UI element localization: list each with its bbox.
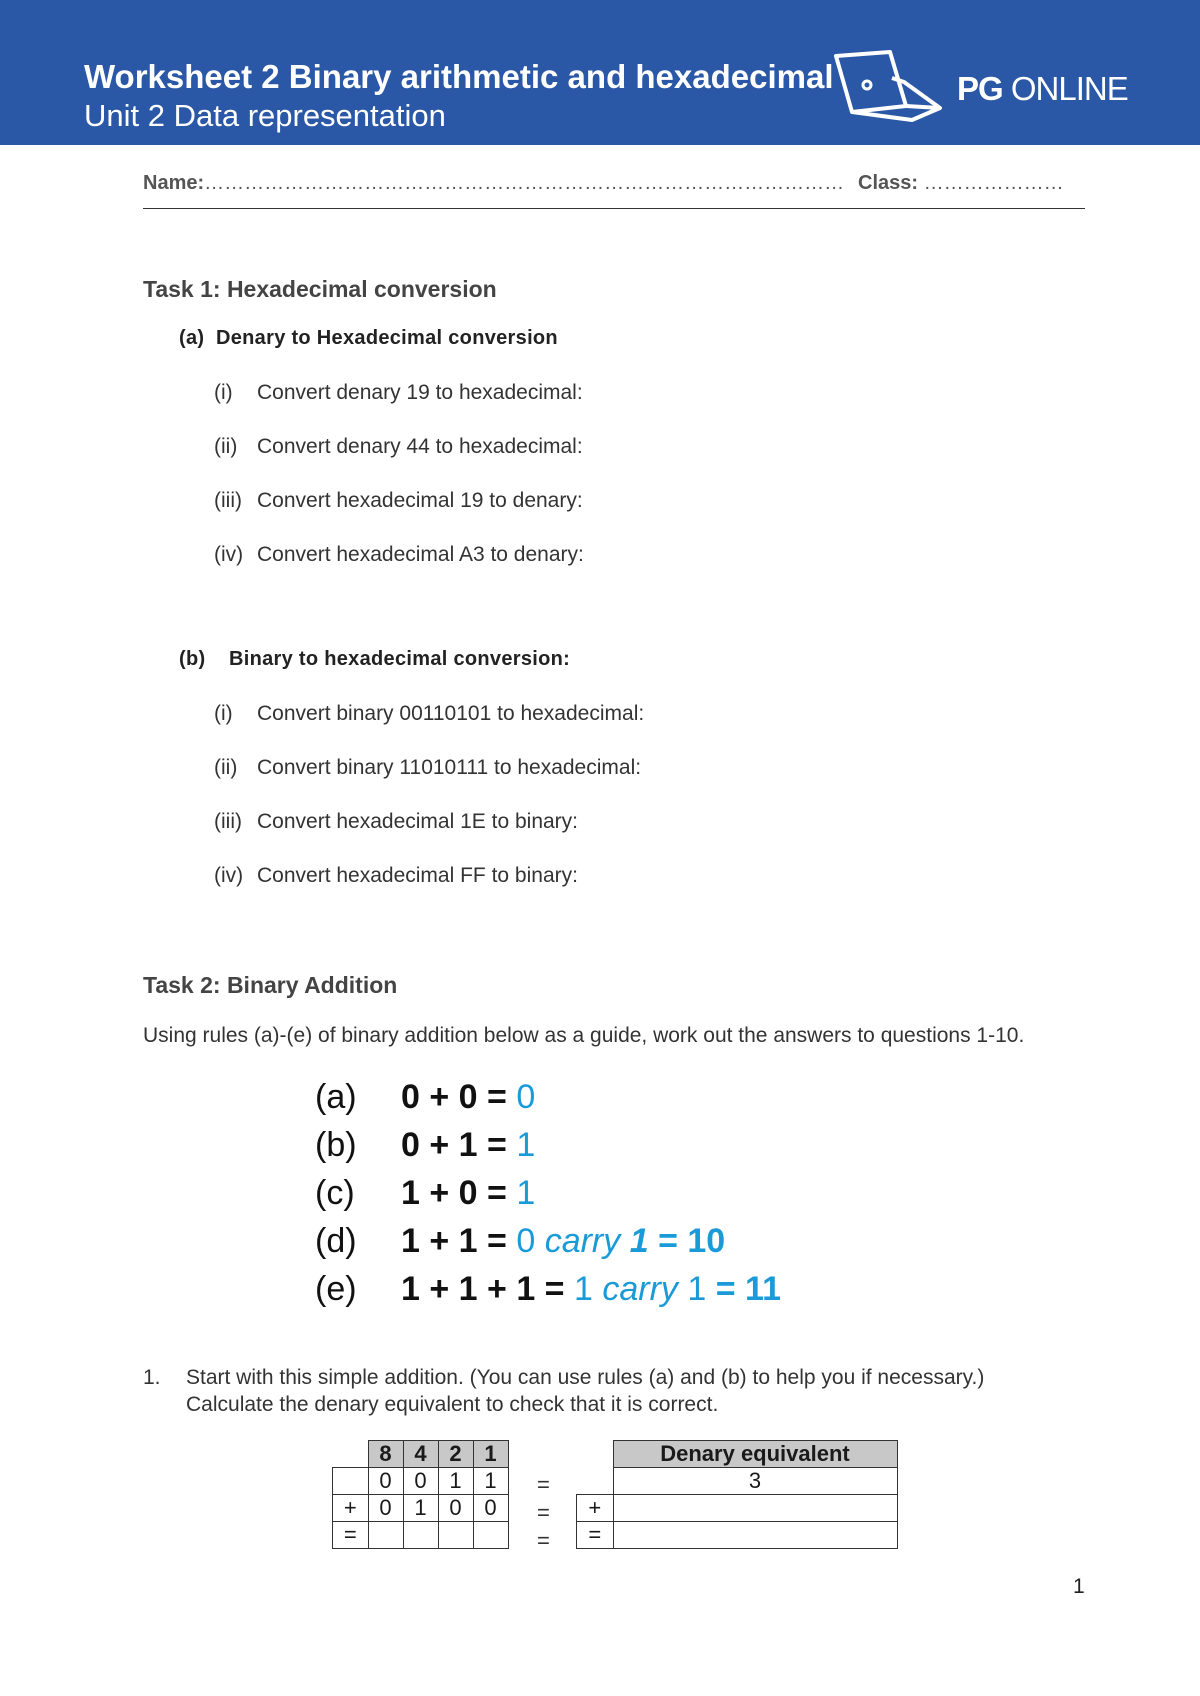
task2-heading: Task 2: Binary Addition	[143, 972, 398, 998]
question-text: Convert denary 44 to hexadecimal:	[257, 435, 583, 458]
question-number: (i)	[214, 381, 233, 404]
page-number: 1	[1073, 1575, 1085, 1598]
rule-c: (c) 1 + 0 = 1	[315, 1174, 536, 1212]
denary-answer-cell[interactable]	[613, 1495, 897, 1522]
equals-sign: =	[537, 1472, 550, 1497]
place-value-header: 1	[473, 1441, 508, 1468]
question-1-number: 1.	[143, 1366, 161, 1389]
sign-cell: =	[577, 1522, 614, 1549]
denary-value-cell: 3	[613, 1468, 897, 1495]
rule-a: (a) 0 + 0 = 0	[315, 1078, 536, 1116]
task1-heading: Task 1: Hexadecimal conversion	[143, 276, 497, 302]
equals-sign: =	[537, 1500, 550, 1525]
sign-cell	[577, 1468, 614, 1495]
question-text: Convert binary 11010111 to hexadecimal:	[257, 756, 642, 779]
bit-cell: 1	[473, 1468, 508, 1495]
header-banner	[0, 0, 1200, 145]
rule-e: (e) 1 + 1 + 1 = 1 carry 1 = 11	[315, 1270, 781, 1308]
question-number: (ii)	[214, 756, 238, 779]
task1a-heading: Denary to Hexadecimal conversion	[216, 327, 558, 349]
question-text: Convert denary 19 to hexadecimal:	[257, 381, 583, 404]
sign-cell: +	[577, 1495, 614, 1522]
answer-bit-cell[interactable]	[368, 1522, 403, 1549]
worksheet-title: Worksheet 2 Binary arithmetic and hexadecimal	[84, 58, 834, 95]
class-field[interactable]: …………………	[918, 172, 1064, 194]
bit-cell: 0	[368, 1468, 403, 1495]
brand-logo-text: PG ONLINE	[957, 70, 1128, 107]
bit-cell: 0	[368, 1495, 403, 1522]
bit-cell: 1	[438, 1468, 473, 1495]
place-value-header: 8	[368, 1441, 403, 1468]
question-number: (iii)	[214, 810, 242, 833]
question-text: Convert binary 00110101 to hexadecimal:	[257, 702, 645, 725]
question-number: (iv)	[214, 864, 244, 887]
denary-answer-cell[interactable]	[613, 1522, 897, 1549]
question-1-text-line2: Calculate the denary equivalent to check that it is correct.	[186, 1393, 719, 1416]
bit-cell: 0	[438, 1495, 473, 1522]
bit-cell: 1	[403, 1495, 438, 1522]
place-value-header: 4	[403, 1441, 438, 1468]
question-1-text: Start with this simple addition. (You can use rules (a) and (b) to help you if necessary.)	[186, 1366, 985, 1389]
equals-sign: =	[537, 1528, 550, 1553]
question-text: Convert hexadecimal 19 to denary:	[257, 489, 583, 512]
task1b-heading: Binary to hexadecimal conversion:	[229, 648, 571, 670]
question-number: (iii)	[214, 489, 242, 512]
sign-cell: +	[333, 1495, 369, 1522]
name-class-line	[143, 172, 1085, 209]
worksheet-subtitle: Unit 2 Data representation	[84, 98, 446, 133]
question-text: Convert hexadecimal 1E to binary:	[257, 810, 578, 833]
task2-intro: Using rules (a)-(e) of binary addition below as a guide, work out the answers to questions 1-10.	[143, 1024, 1025, 1047]
denary-header: Denary equivalent	[613, 1441, 897, 1468]
answer-bit-cell[interactable]	[438, 1522, 473, 1549]
question-number: (i)	[214, 702, 233, 725]
name-label: Name:	[143, 172, 205, 194]
question-text: Convert hexadecimal A3 to denary:	[257, 543, 584, 566]
task1a-label: (a)	[179, 327, 205, 349]
answer-bit-cell[interactable]	[403, 1522, 438, 1549]
sign-cell: =	[333, 1522, 369, 1549]
question-text: Convert hexadecimal FF to binary:	[257, 864, 578, 887]
question-number: (ii)	[214, 435, 238, 458]
sign-cell	[333, 1468, 369, 1495]
rule-b: (b) 0 + 1 = 1	[315, 1126, 536, 1164]
bit-cell: 0	[403, 1468, 438, 1495]
rule-d: (d) 1 + 1 = 0 carry 1 = 10	[315, 1222, 726, 1260]
bit-cell: 0	[473, 1495, 508, 1522]
name-field[interactable]: ……………………………………………………………………………………	[204, 172, 845, 194]
place-value-header: 2	[438, 1441, 473, 1468]
question-number: (iv)	[214, 543, 244, 566]
laptop-logo-icon	[830, 48, 948, 124]
denary-equivalent-grid	[576, 1440, 898, 1549]
binary-addition-grid	[332, 1440, 509, 1549]
answer-bit-cell[interactable]	[473, 1522, 508, 1549]
task1b-label: (b)	[179, 648, 206, 670]
class-label: Class:	[858, 172, 919, 194]
